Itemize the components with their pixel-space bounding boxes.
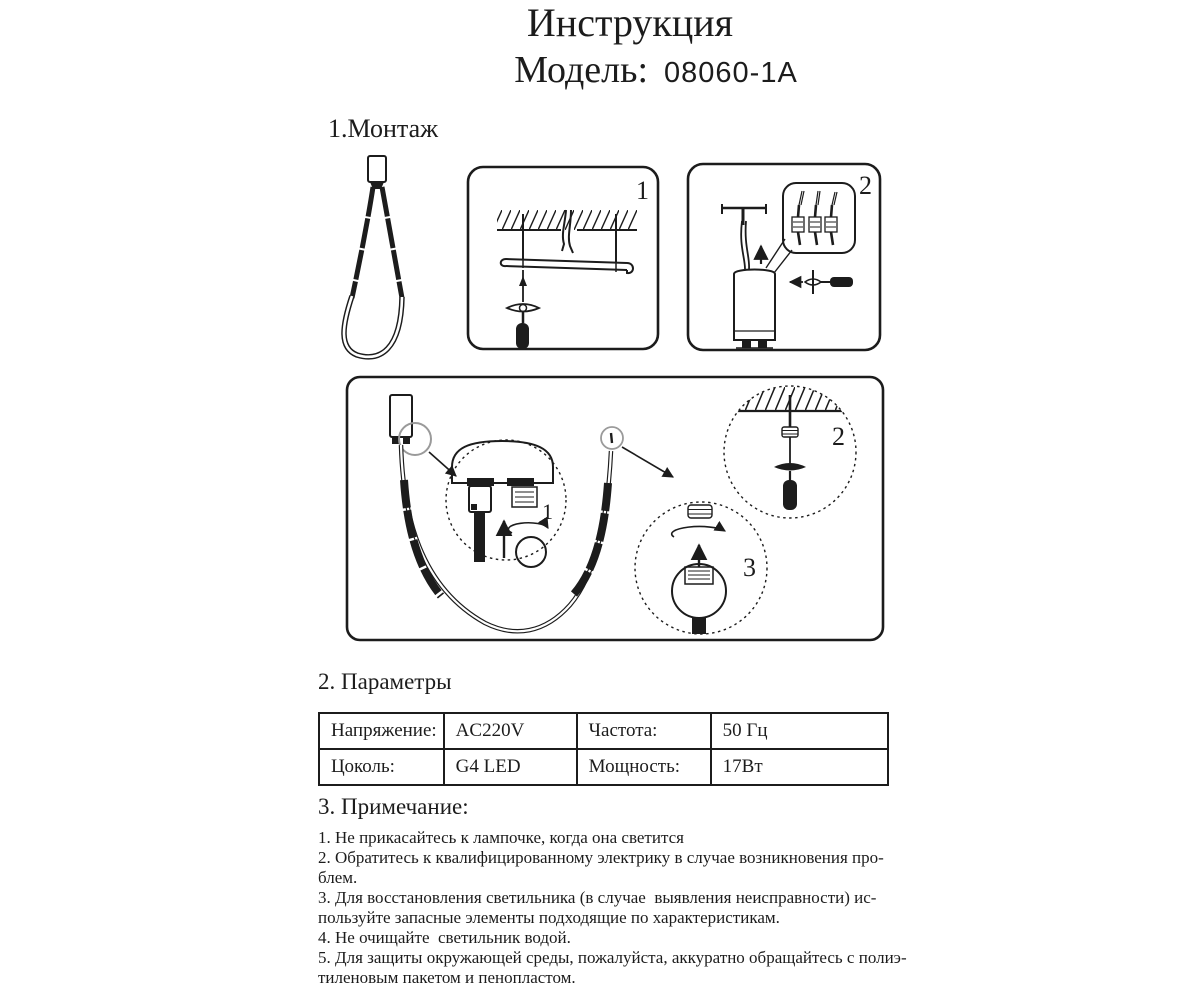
- lamp-cords: [352, 187, 402, 298]
- note-line: блем.: [318, 868, 358, 887]
- table-row: [319, 713, 888, 749]
- ring-icon: [516, 537, 546, 567]
- section-notes-heading: 3. Примечание:: [318, 794, 469, 819]
- detail2-number: 2: [832, 422, 845, 451]
- panel2-number: 2: [859, 171, 872, 200]
- notes-list: [318, 828, 918, 988]
- canopy-side-view: [390, 395, 412, 444]
- g4-socket-plate-icon: [685, 567, 713, 584]
- lamp-loop-tube: [344, 296, 402, 357]
- param-label: Частота:: [577, 713, 711, 749]
- panel1-number: 1: [636, 176, 649, 205]
- param-value: AC220V: [444, 713, 577, 749]
- detail1-number: 1: [542, 499, 553, 524]
- param-label: Напряжение:: [319, 713, 444, 749]
- rotate-arrow-icon: [672, 527, 725, 537]
- mount-step2-panel: [686, 161, 882, 353]
- canopy-cylinder: [734, 270, 775, 349]
- param-value: 50 Гц: [711, 713, 888, 749]
- note-line: 1. Не прикасайтесь к лампочке, когда она светится: [318, 828, 684, 847]
- canopy-dome-icon: [452, 441, 553, 483]
- note-line: 4. Не очищайте светильник водой.: [318, 928, 571, 947]
- canopy-wires: [741, 221, 749, 269]
- detail-circle-1: [446, 440, 566, 567]
- pointer-arrow-right: [622, 447, 673, 477]
- lamp-canopy: [368, 156, 386, 189]
- magnifier-circle-right: [601, 427, 623, 449]
- rotate-arrow-icon: [508, 523, 548, 533]
- param-value: G4 LED: [444, 749, 577, 785]
- mount-step1-panel: [466, 164, 661, 352]
- note-line: 3. Для восстановления светильника (в случае выявления неисправности) ис-: [318, 888, 877, 907]
- cord-stub-icon: [692, 618, 706, 634]
- param-label: Мощность:: [577, 749, 711, 785]
- params-table: [318, 712, 889, 786]
- table-row: [319, 749, 888, 785]
- section-params-heading: 2. Параметры: [318, 669, 452, 694]
- side-screw-screwdriver-icon: [790, 270, 853, 294]
- nut-icon: [688, 505, 712, 518]
- screw-and-screwdriver-icon: [507, 270, 539, 349]
- screw-into-ceiling-icon: [774, 395, 806, 510]
- terminal-block-icon: [792, 191, 837, 245]
- note-line: 2. Обратитесь к квалифицированному электрику в случае возникновения про-: [318, 848, 884, 867]
- bulb-sphere-icon: [672, 564, 726, 618]
- bracket-t-icon: [722, 204, 766, 225]
- note-line: тиленовым пакетом и пенопластом.: [318, 968, 576, 987]
- detail-circle-2: [724, 386, 856, 518]
- label-plate-icon: [512, 487, 537, 507]
- model-label: Модель:: [514, 49, 649, 91]
- assembly-detail-panel: [345, 375, 885, 643]
- page-title: Инструкция: [526, 0, 734, 45]
- detail-circle-3: [635, 502, 767, 634]
- hanging-cord-loop: [401, 445, 611, 631]
- detail3-number: 3: [743, 553, 756, 582]
- wire-terminal-inset: [766, 183, 855, 273]
- cord-connector-icon: [469, 486, 491, 562]
- pendant-lamp-drawing: [335, 150, 475, 364]
- section-montage-heading: 1.Монтаж: [328, 114, 439, 143]
- note-line: пользуйте запасные элементы подходящие по характеристикам.: [318, 908, 780, 927]
- param-value: 17Вт: [711, 749, 888, 785]
- param-label: Цоколь:: [319, 749, 444, 785]
- note-line: 5. Для защиты окружающей среды, пожалуйста, аккуратно обращайтесь с полиэ-: [318, 948, 907, 967]
- model-value: 08060-1A: [664, 57, 798, 89]
- model-line: [56, 48, 1200, 92]
